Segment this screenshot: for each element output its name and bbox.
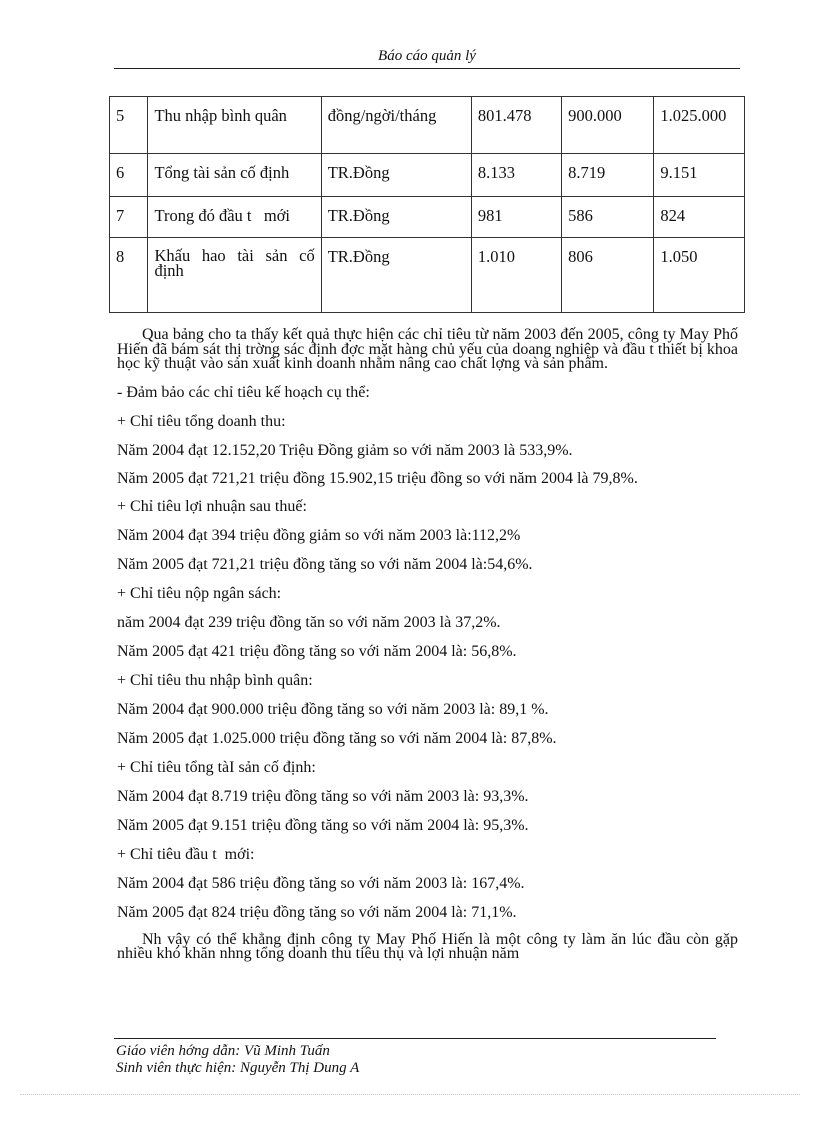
body-line: Năm 2005 đạt 421 triệu đồng tăng so với năm 2004 là: 56,8%.: [117, 642, 517, 660]
closing-paragraph: Nh vậy có thể khẳng định công ty May Phố Hiến là một công ty làm ăn lúc đầu còn gặp nhiều khó khăn nhng tổng doanh thu tiêu thụ và lợi nhuận năm: [117, 930, 738, 962]
row-number: 6: [110, 154, 148, 197]
table-row: [110, 154, 745, 197]
body-line: + Chỉ tiêu tổng tàI sản cố định:: [117, 758, 316, 776]
body-line: + Chỉ tiêu nộp ngân sách:: [117, 584, 282, 602]
value-2003: 8.133: [471, 154, 561, 197]
value-2003: 981: [471, 197, 561, 238]
value-2003: 1.010: [471, 238, 561, 313]
body-line: năm 2004 đạt 239 triệu đồng tăn so với năm 2003 là 37,2%.: [117, 613, 501, 631]
indicator-name: Khấu hao tài sản cố định: [148, 238, 321, 313]
value-2004: 586: [562, 197, 654, 238]
row-number: 5: [110, 97, 148, 154]
student-line: Sinh viên thực hiện: Nguyễn Thị Dung A: [116, 1060, 360, 1076]
body-line: Năm 2004 đạt 394 triệu đồng giảm so với năm 2003 là:112,2%: [117, 526, 521, 544]
page-edge-divider: [20, 1094, 800, 1095]
unit-cell: TR.Đồng: [321, 154, 471, 197]
report-body: [117, 328, 738, 962]
body-line: Năm 2005 đạt 721,21 triệu đồng 15.902,15 triệu đồng so với năm 2004 là 79,8%.: [117, 469, 638, 487]
unit-cell: TR.Đồng: [321, 197, 471, 238]
body-line: Năm 2005 đạt 721,21 triệu đồng tăng so với năm 2004 là:54,6%.: [117, 555, 533, 573]
header-rule: [114, 68, 740, 69]
value-2004: 8.719: [562, 154, 654, 197]
indicator-table: [109, 96, 745, 313]
body-line: Năm 2004 đạt 586 triệu đồng tăng so với năm 2003 là: 167,4%.: [117, 874, 525, 892]
teacher-line: Giáo viên hớng dẫn: Vũ Minh Tuấn: [116, 1043, 330, 1059]
row-number: 8: [110, 238, 148, 313]
value-2005: 1.025.000: [654, 97, 745, 154]
table-row: [110, 197, 745, 238]
body-line: Năm 2004 đạt 12.152,20 Triệu Đồng giảm so với năm 2003 là 533,9%.: [117, 441, 573, 459]
value-2004: 900.000: [562, 97, 654, 154]
body-line: Năm 2004 đạt 8.719 triệu đồng tăng so với năm 2003 là: 93,3%.: [117, 787, 529, 805]
footer-rule: [114, 1038, 716, 1039]
table-row: [110, 238, 745, 313]
indicator-name: Trong đó đầu t mới: [148, 197, 321, 238]
row-number: 7: [110, 197, 148, 238]
body-line: Năm 2005 đạt 1.025.000 triệu đồng tăng so với năm 2004 là: 87,8%.: [117, 729, 557, 747]
value-2005: 1.050: [654, 238, 745, 313]
unit-cell: đồng/ngời/tháng: [321, 97, 471, 154]
table-row: [110, 97, 745, 154]
page-footer: [116, 1043, 359, 1077]
page-header-title: Báo cáo quản lý: [378, 48, 476, 64]
unit-cell: TR.Đồng: [321, 238, 471, 313]
value-2003: 801.478: [471, 97, 561, 154]
body-line: Năm 2005 đạt 9.151 triệu đồng tăng so với năm 2004 là: 95,3%.: [117, 816, 529, 834]
value-2004: 806: [562, 238, 654, 313]
indicator-name: Tổng tài sản cố định: [148, 154, 321, 197]
value-2005: 9.151: [654, 154, 745, 197]
value-2005: 824: [654, 197, 745, 238]
body-line: + Chỉ tiêu lợi nhuận sau thuế:: [117, 497, 307, 515]
body-line: - Đảm bảo các chỉ tiêu kế hoạch cụ thể:: [117, 383, 370, 401]
body-line: + Chỉ tiêu thu nhập bình quân:: [117, 671, 313, 689]
body-line: + Chỉ tiêu đầu t mới:: [117, 845, 255, 863]
body-line: Năm 2005 đạt 824 triệu đồng tăng so với năm 2004 là: 71,1%.: [117, 903, 517, 921]
indicator-name: Thu nhập bình quân: [148, 97, 321, 154]
intro-paragraph: Qua bảng cho ta thấy kết quả thực hiện các chỉ tiêu từ năm 2003 đến 2005, công ty May Phố Hiến đã bám sát thị trờng sác định đợc mặt hàng chủ yếu của doang nghiệp và đầu t thiết bị khoa học kỹ thuật vào sản xuất kinh doanh nhằm nâng cao chất lợng và sản phẩm.: [117, 326, 738, 372]
body-line: Năm 2004 đạt 900.000 triệu đồng tăng so với năm 2003 là: 89,1 %.: [117, 700, 549, 718]
body-line: + Chỉ tiêu tổng doanh thu:: [117, 412, 286, 430]
